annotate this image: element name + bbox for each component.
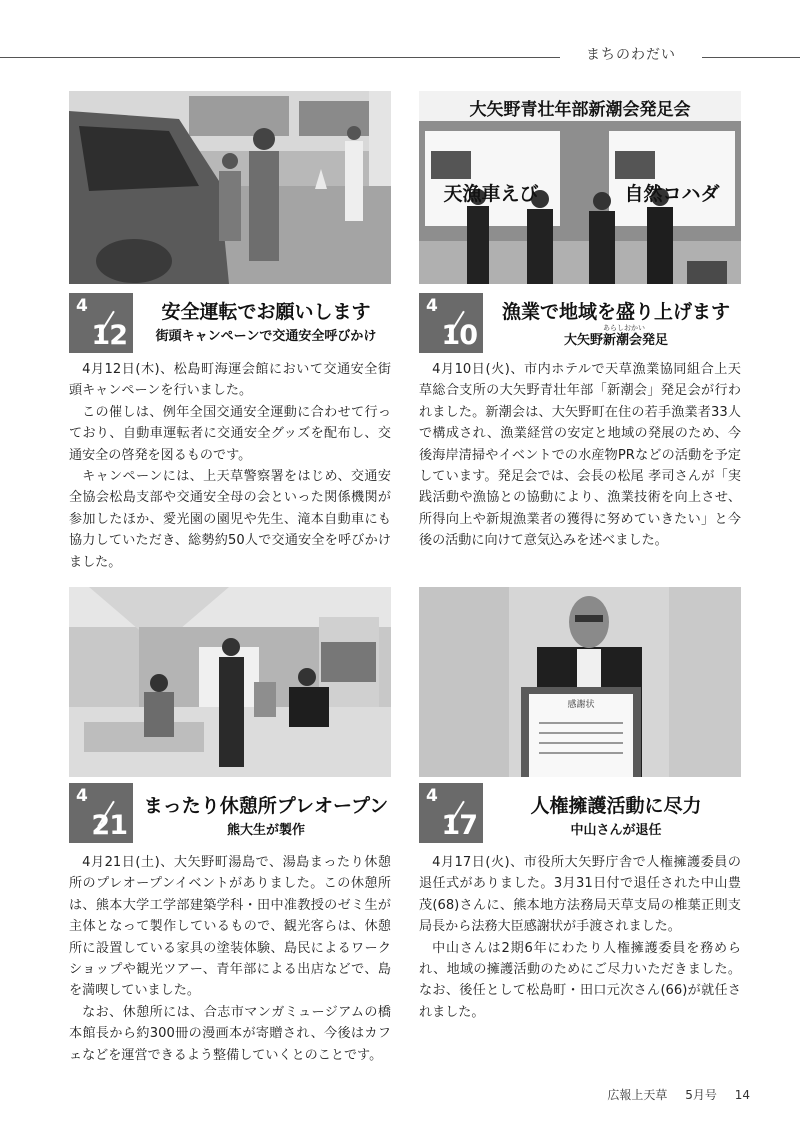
header-rule-right (702, 57, 800, 58)
issue-label: 5月号 (685, 1088, 717, 1102)
date-badge (419, 293, 483, 353)
paragraph: 4月21日(土)、大矢野町湯島で、湯島まったり休憩所のプレオープンイベントがありました。この休憩所は、熊本大学工学部建築学科・田中准教授のゼミ生が主体となって製作しているもので、観光客らは、休憩所に設置している家具の塗装体験、島民によるワークショップや観光ツアー、青年部による出店などで、島を満喫していました。 (69, 855, 391, 999)
page-footer (607, 1086, 750, 1103)
date-month: 4 (76, 296, 88, 316)
article-title: 安全運転でお願いします (161, 301, 371, 323)
date-month: 4 (76, 786, 88, 806)
date-day: 21 (91, 810, 127, 841)
article-traffic-safety (69, 91, 391, 570)
fishery-meeting-photo (419, 91, 741, 284)
article-human-rights (419, 587, 741, 1047)
date-badge (419, 783, 483, 843)
article-subtitle: 熊大生が製作 (226, 823, 305, 838)
header-rule-left (0, 57, 560, 58)
section-label: まちのわだい (586, 47, 676, 63)
date-day: 12 (91, 320, 127, 351)
date-day: 10 (441, 320, 477, 351)
date-badge (69, 293, 133, 353)
article-fishery (419, 91, 741, 561)
paragraph: この催しは、例年全国交通安全運動に合わせて行っており、自動車運転者に交通安全グッズを配布し、交通安全の啓発を図るものです。 (69, 404, 391, 463)
certificate-text: 感謝状 (567, 700, 595, 710)
paragraph: キャンペーンには、上天草警察署をはじめ、交通安全協会松島支部や交通安全母の会といった関係機関が参加したほか、愛光園の園児や先生、滝本自動車にも協力していただき、総勢約50人で交通安全を呼びかけました。 (69, 469, 391, 570)
article-rest-area (69, 587, 391, 1067)
article-subtitle: 街頭キャンペーンで交通安全呼びかけ (155, 329, 377, 344)
flag-text-left: 天漁車えび (443, 183, 539, 205)
date-month: 4 (426, 786, 438, 806)
article-body (419, 852, 741, 1023)
article-title: 漁業で地域を盛り上げます (501, 301, 730, 323)
paragraph: 4月17日(火)、市役所大矢野庁舎で人権擁護委員の退任式がありました。3月31日付で退任された中山豊茂(68)さんに、熊本地方法務局天草支局の椎葉正則支局長から法務大臣感謝状が手渡されました。 (419, 855, 741, 935)
paragraph: なお、休憩所には、合志市マンガミュージアムの橋本館長から約300冊の漫画本が寄贈され、今後はカフェなどを運営できるよう整備していくとのことです。 (69, 1004, 391, 1063)
paragraph: 中山さんは2期6年にわたり人権擁護委員を務められ、地域の擁護活動のためにご尽力いただきました。なお、後任として松島町・田口元次さん(66)が就任されました。 (419, 940, 741, 1020)
page-number: 14 (734, 1088, 750, 1102)
date-month: 4 (426, 296, 438, 316)
article-title: まったり休憩所プレオープン (143, 795, 389, 817)
publication-name: 広報上天草 (607, 1088, 668, 1102)
date-day: 17 (441, 810, 477, 841)
retirement-photo (419, 587, 741, 777)
rest-area-photo (69, 587, 391, 777)
article-body (419, 359, 741, 552)
traffic-campaign-photo (69, 91, 391, 284)
furigana: あらしおかい (603, 324, 645, 332)
paragraph: 4月10日(火)、市内ホテルで天草漁業協同組合上天草総合支所の大矢野青壮年部「新潮会」発足会が行われました。新潮会は、大矢野町在住の若手漁業者33人で構成され、漁業経営の安定と地域の発展のため、今後海岸清掃やイベントでの水産物PRなどの活動を予定しています。発足会では、会長の松尾 孝司さんが「実践活動や漁協との協動により、漁業技術を向上させ、所得向上や新規漁業者の獲得に努めていきたい」と今後の活動に向けて意気込みを述べました。 (419, 362, 741, 549)
article-title: 人権擁護活動に尽力 (530, 795, 702, 817)
date-badge (69, 783, 133, 843)
article-subtitle: 大矢野新潮会発足 (563, 333, 668, 348)
banner-text: 大矢野青壮年部新潮会発足会 (469, 100, 691, 120)
paragraph: 4月12日(木)、松島町海運会館において交通安全街頭キャンペーンを行いました。 (69, 362, 391, 399)
article-body (69, 359, 391, 573)
article-subtitle: 中山さんが退任 (570, 823, 662, 838)
article-body (69, 852, 391, 1066)
flag-text-right: 自然コハダ (624, 183, 720, 205)
